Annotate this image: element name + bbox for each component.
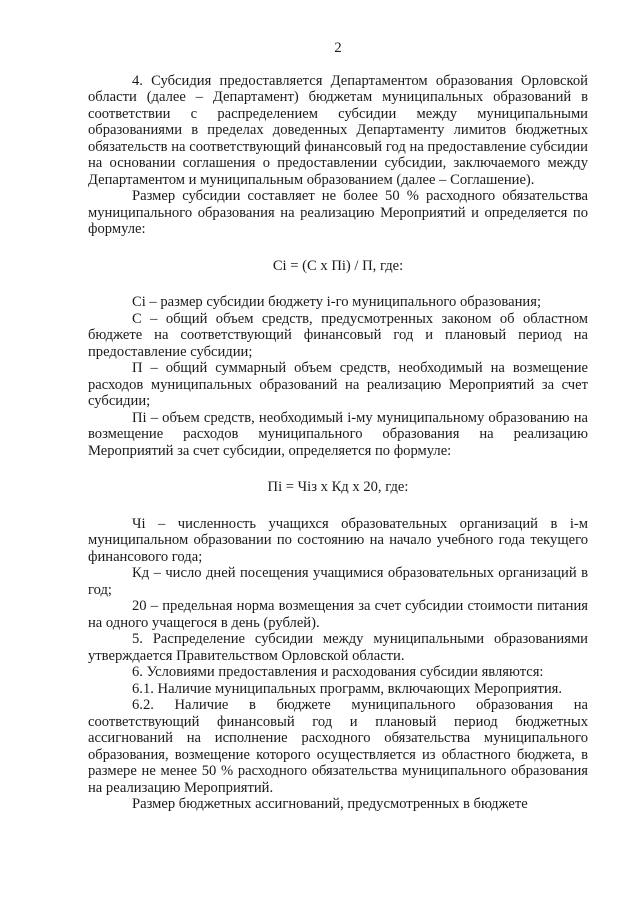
paragraph-distribution: 5. Распределение субсидии между муниципальными образованиями утверждается Правительством Орловской области. — [88, 631, 588, 664]
paragraph-condition-6-2: 6.2. Наличие в бюджете муниципального образования на соответствующий финансовый год и плановый период бюджетных ассигнований на исполнение расходного обязательства муниципального образования, возмещение которого осуществляется из областного бюджета, в размере не менее 50 % расходного обязательства муниципального образования на реализацию Мероприятий. — [88, 697, 588, 796]
paragraph-conditions: 6. Условиями предоставления и расходования субсидии являются: — [132, 664, 544, 680]
paragraph-ci-definition: Ci – размер субсидии бюджету i-го муниципального образования; — [132, 294, 541, 310]
formula-subsidy: Ci = (C x Пi) / П, где: — [272, 257, 404, 274]
paragraph-pi-definition: Пi – объем средств, необходимый i-му муниципальному образованию на возмещение расходов муниципального образования на реализацию Мероприятий за счет субсидии, определяется по формуле: — [88, 409, 588, 459]
paragraph-subsidy-size: Размер субсидии составляет не более 50 % расходного обязательства муниципального образования на реализацию Мероприятий и определяется по формуле: — [88, 188, 588, 237]
formula-pi: Пi = Чiз x Кд x 20, где: — [267, 479, 409, 495]
document-page — [88, 40, 588, 813]
paragraph-norm-definition: 20 – предельная норма возмещения за счет субсидии стоимости питания на одного учащегося в день (рублей). — [88, 598, 588, 631]
paragraph-budget-size: Размер бюджетных ассигнований, предусмотренных в бюджете — [132, 796, 528, 812]
paragraph-p-definition: П – общий суммарный объем средств, необходимый на возмещение расходов муниципальных образований на реализацию Мероприятий за счет субсидии; — [88, 360, 588, 409]
page-number: 2 — [334, 40, 342, 56]
paragraph-chi-definition: Чi – численность учащихся образовательных организаций в i-м муниципальном образовании по состоянию на начало учебного года текущего финансового года; — [88, 515, 588, 565]
paragraph-kd-definition: Кд – число дней посещения учащимися образовательных организаций в год; — [88, 565, 588, 598]
paragraph-c-definition: С – общий объем средств, предусмотренных законом об областном бюджете на соответствующий финансовый год и плановый период на предоставление субсидии; — [88, 310, 588, 360]
paragraph-subsidy-provision: 4. Субсидия предоставляется Департаментом образования Орловской области (далее – Департамент) бюджетам муниципальных образований в соответствии с распределением субсидии между муниципальными образованиями в пределах доведенных Департаменту лимитов бюджетных обязательств на соответствующий финансовый год на предоставление субсидии на основании соглашения о предоставлении субсидии, заключаемого между Департаментом и муниципальным образованием (далее – Соглашение). — [88, 72, 588, 188]
paragraph-condition-6-1: 6.1. Наличие муниципальных программ, включающих Мероприятия. — [132, 680, 563, 697]
